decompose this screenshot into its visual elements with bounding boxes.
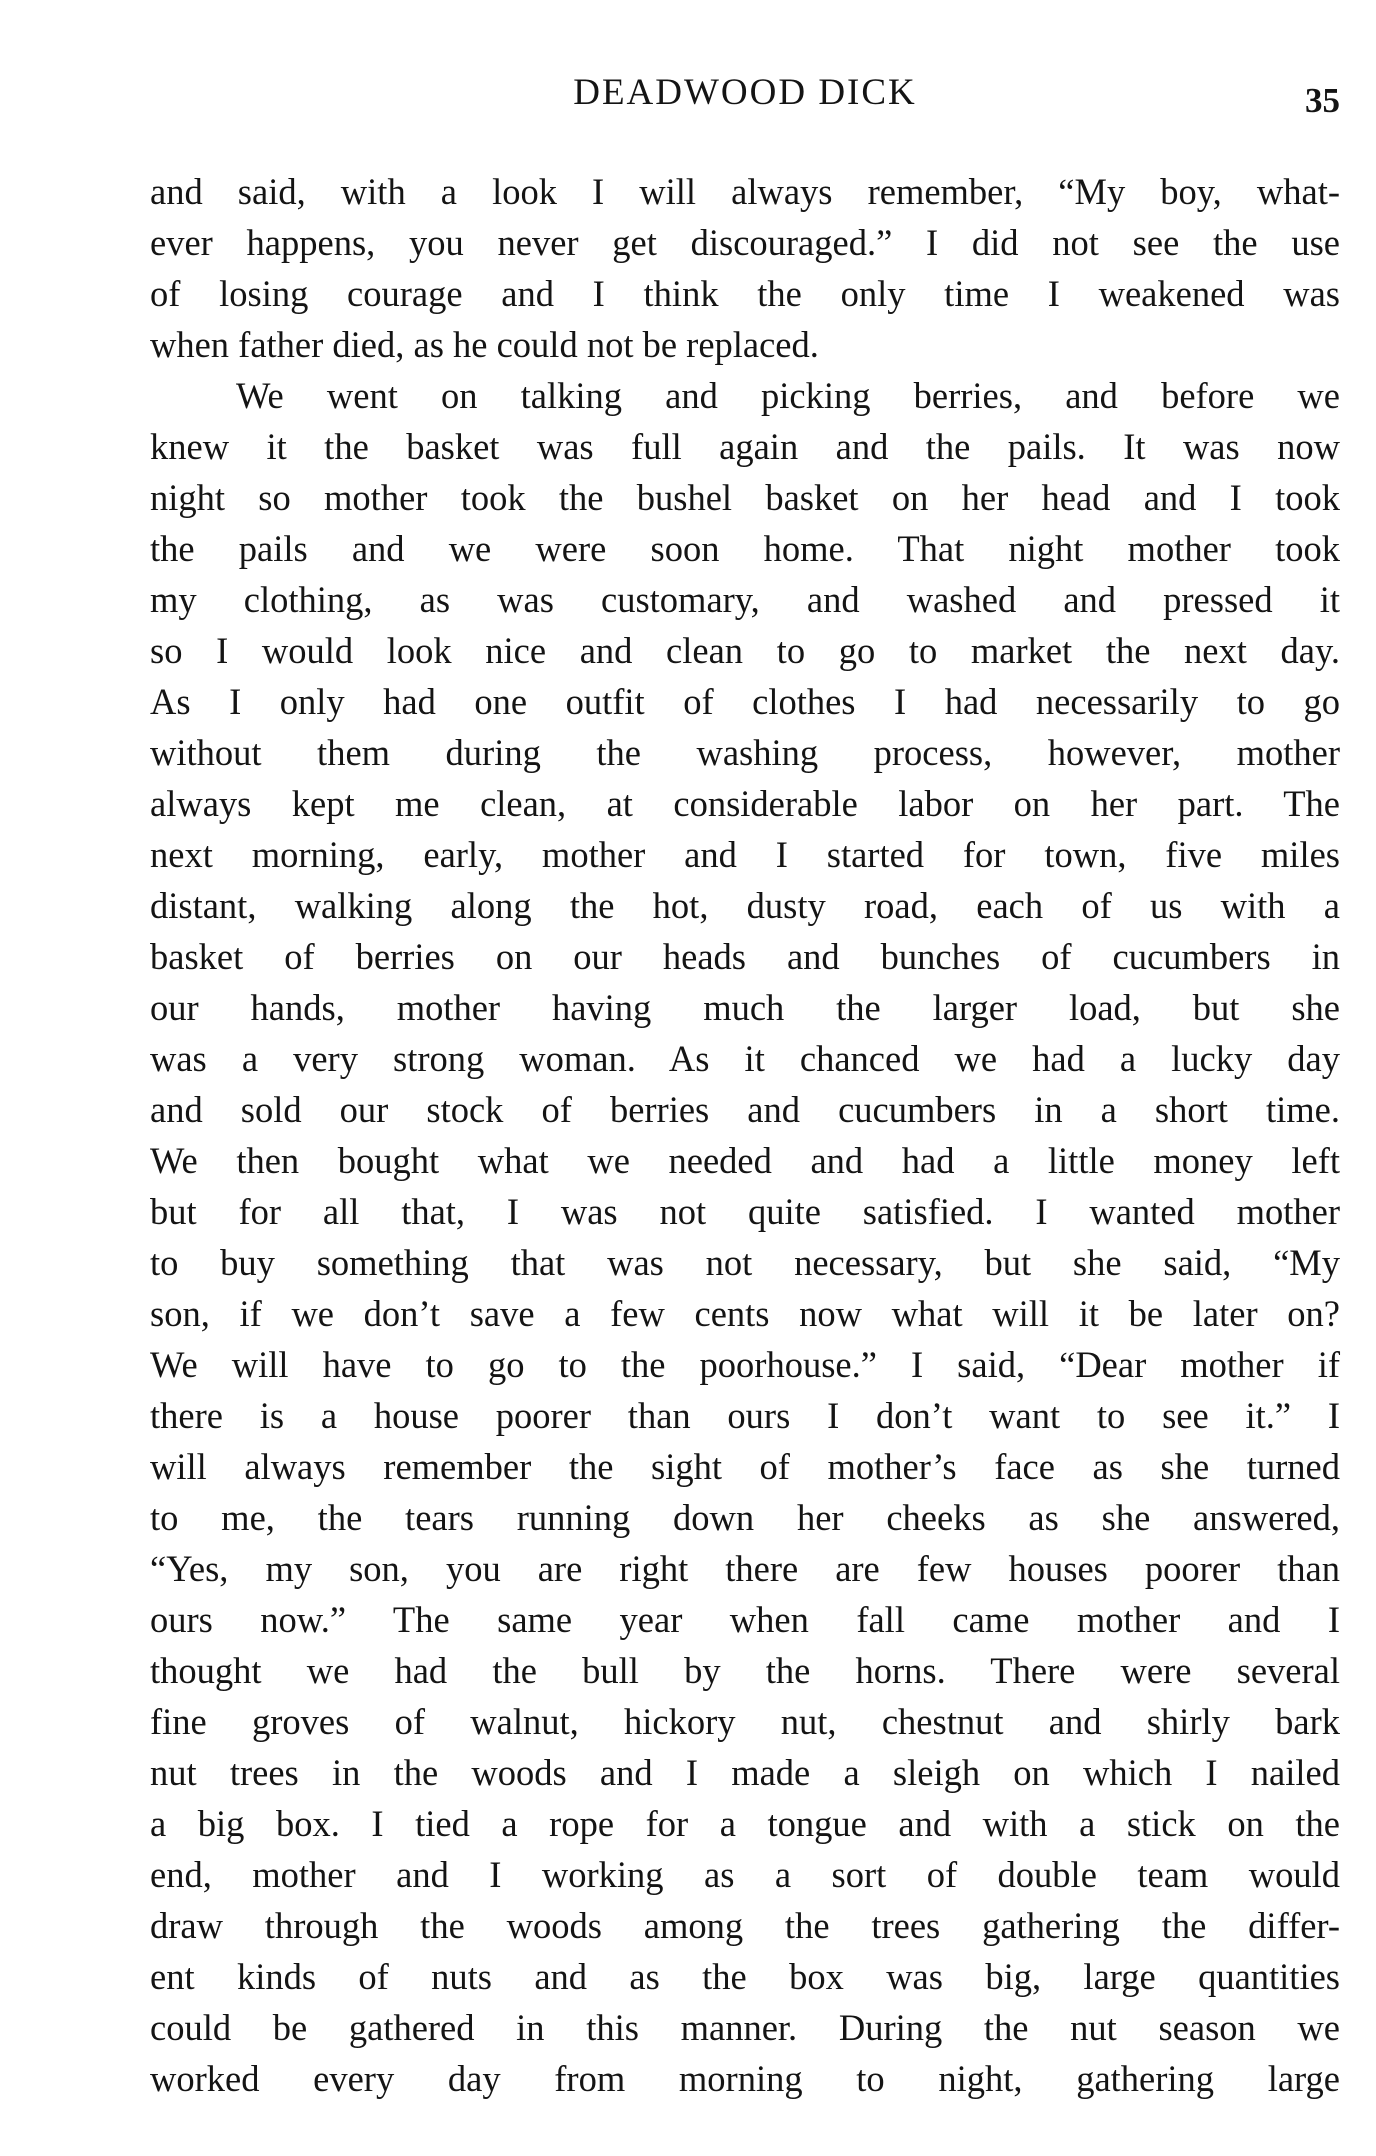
text-line: ever happens, you never get discouraged.” I did not see the use [150,222,1340,263]
text-line: night so mother took the bushel basket on her head and I took [150,477,1340,518]
running-head [150,68,1340,118]
text-line: “Yes, my son, you are right there are few houses poorer than [150,1548,1340,1589]
running-title: DEADWOOD DICK [573,72,917,113]
text-line: and said, with a look I will always remember, “My boy, what- [150,171,1340,212]
text-line: draw through the woods among the trees gathering the differ- [150,1905,1340,1946]
text-line: always kept me clean, at considerable labor on her part. The [150,783,1340,824]
text-line: As I only had one outfit of clothes I had necessarily to go [150,681,1340,722]
text-line: to buy something that was not necessary, but she said, “My [150,1242,1340,1283]
text-line: thought we had the bull by the horns. There were several [150,1650,1340,1691]
text-line: could be gathered in this manner. During the nut season we [150,2007,1340,2048]
text-line: a big box. I tied a rope for a tongue and with a stick on the [150,1803,1340,1844]
text-line: worked every day from morning to night, gathering large [150,2058,1340,2099]
text-line: will always remember the sight of mother’s face as she turned [150,1446,1340,1487]
text-line: and sold our stock of berries and cucumbers in a short time. [150,1089,1340,1130]
text-line: was a very strong woman. As it chanced we had a lucky day [150,1038,1340,1079]
text-line: there is a house poorer than ours I don’t want to see it.” I [150,1395,1340,1436]
text-line: our hands, mother having much the larger load, but she [150,987,1340,1028]
text-line: ours now.” The same year when fall came mother and I [150,1599,1340,1640]
text-line: the pails and we were soon home. That night mother took [150,528,1340,569]
text-line: distant, walking along the hot, dusty road, each of us with a [150,885,1340,926]
text-line: We will have to go to the poorhouse.” I said, “Dear mother if [150,1344,1340,1385]
text-line: of losing courage and I think the only time I weakened was [150,273,1340,314]
text-line: next morning, early, mother and I started for town, five miles [150,834,1340,875]
text-line: but for all that, I was not quite satisfied. I wanted mother [150,1191,1340,1232]
text-line: end, mother and I working as a sort of double team would [150,1854,1340,1895]
text-line: basket of berries on our heads and bunches of cucumbers in [150,936,1340,977]
text-line: without them during the washing process, however, mother [150,732,1340,773]
text-line: fine groves of walnut, hickory nut, chestnut and shirly bark [150,1701,1340,1742]
text-line: We then bought what we needed and had a little money left [150,1140,1340,1181]
page-number: 35 [1305,81,1340,120]
body-text [150,166,1340,2104]
text-line: when father died, as he could not be replaced. [150,324,819,365]
text-line: son, if we don’t save a few cents now what will it be later on? [150,1293,1340,1334]
text-line: nut trees in the woods and I made a sleigh on which I nailed [150,1752,1340,1793]
text-line: to me, the tears running down her cheeks as she answered, [150,1497,1340,1538]
text-line: ent kinds of nuts and as the box was big, large quantities [150,1956,1340,1997]
text-line: so I would look nice and clean to go to market the next day. [150,630,1340,671]
text-line: knew it the basket was full again and the pails. It was now [150,426,1340,467]
text-line: We went on talking and picking berries, and before we [236,375,1340,416]
text-line: my clothing, as was customary, and washed and pressed it [150,579,1340,620]
